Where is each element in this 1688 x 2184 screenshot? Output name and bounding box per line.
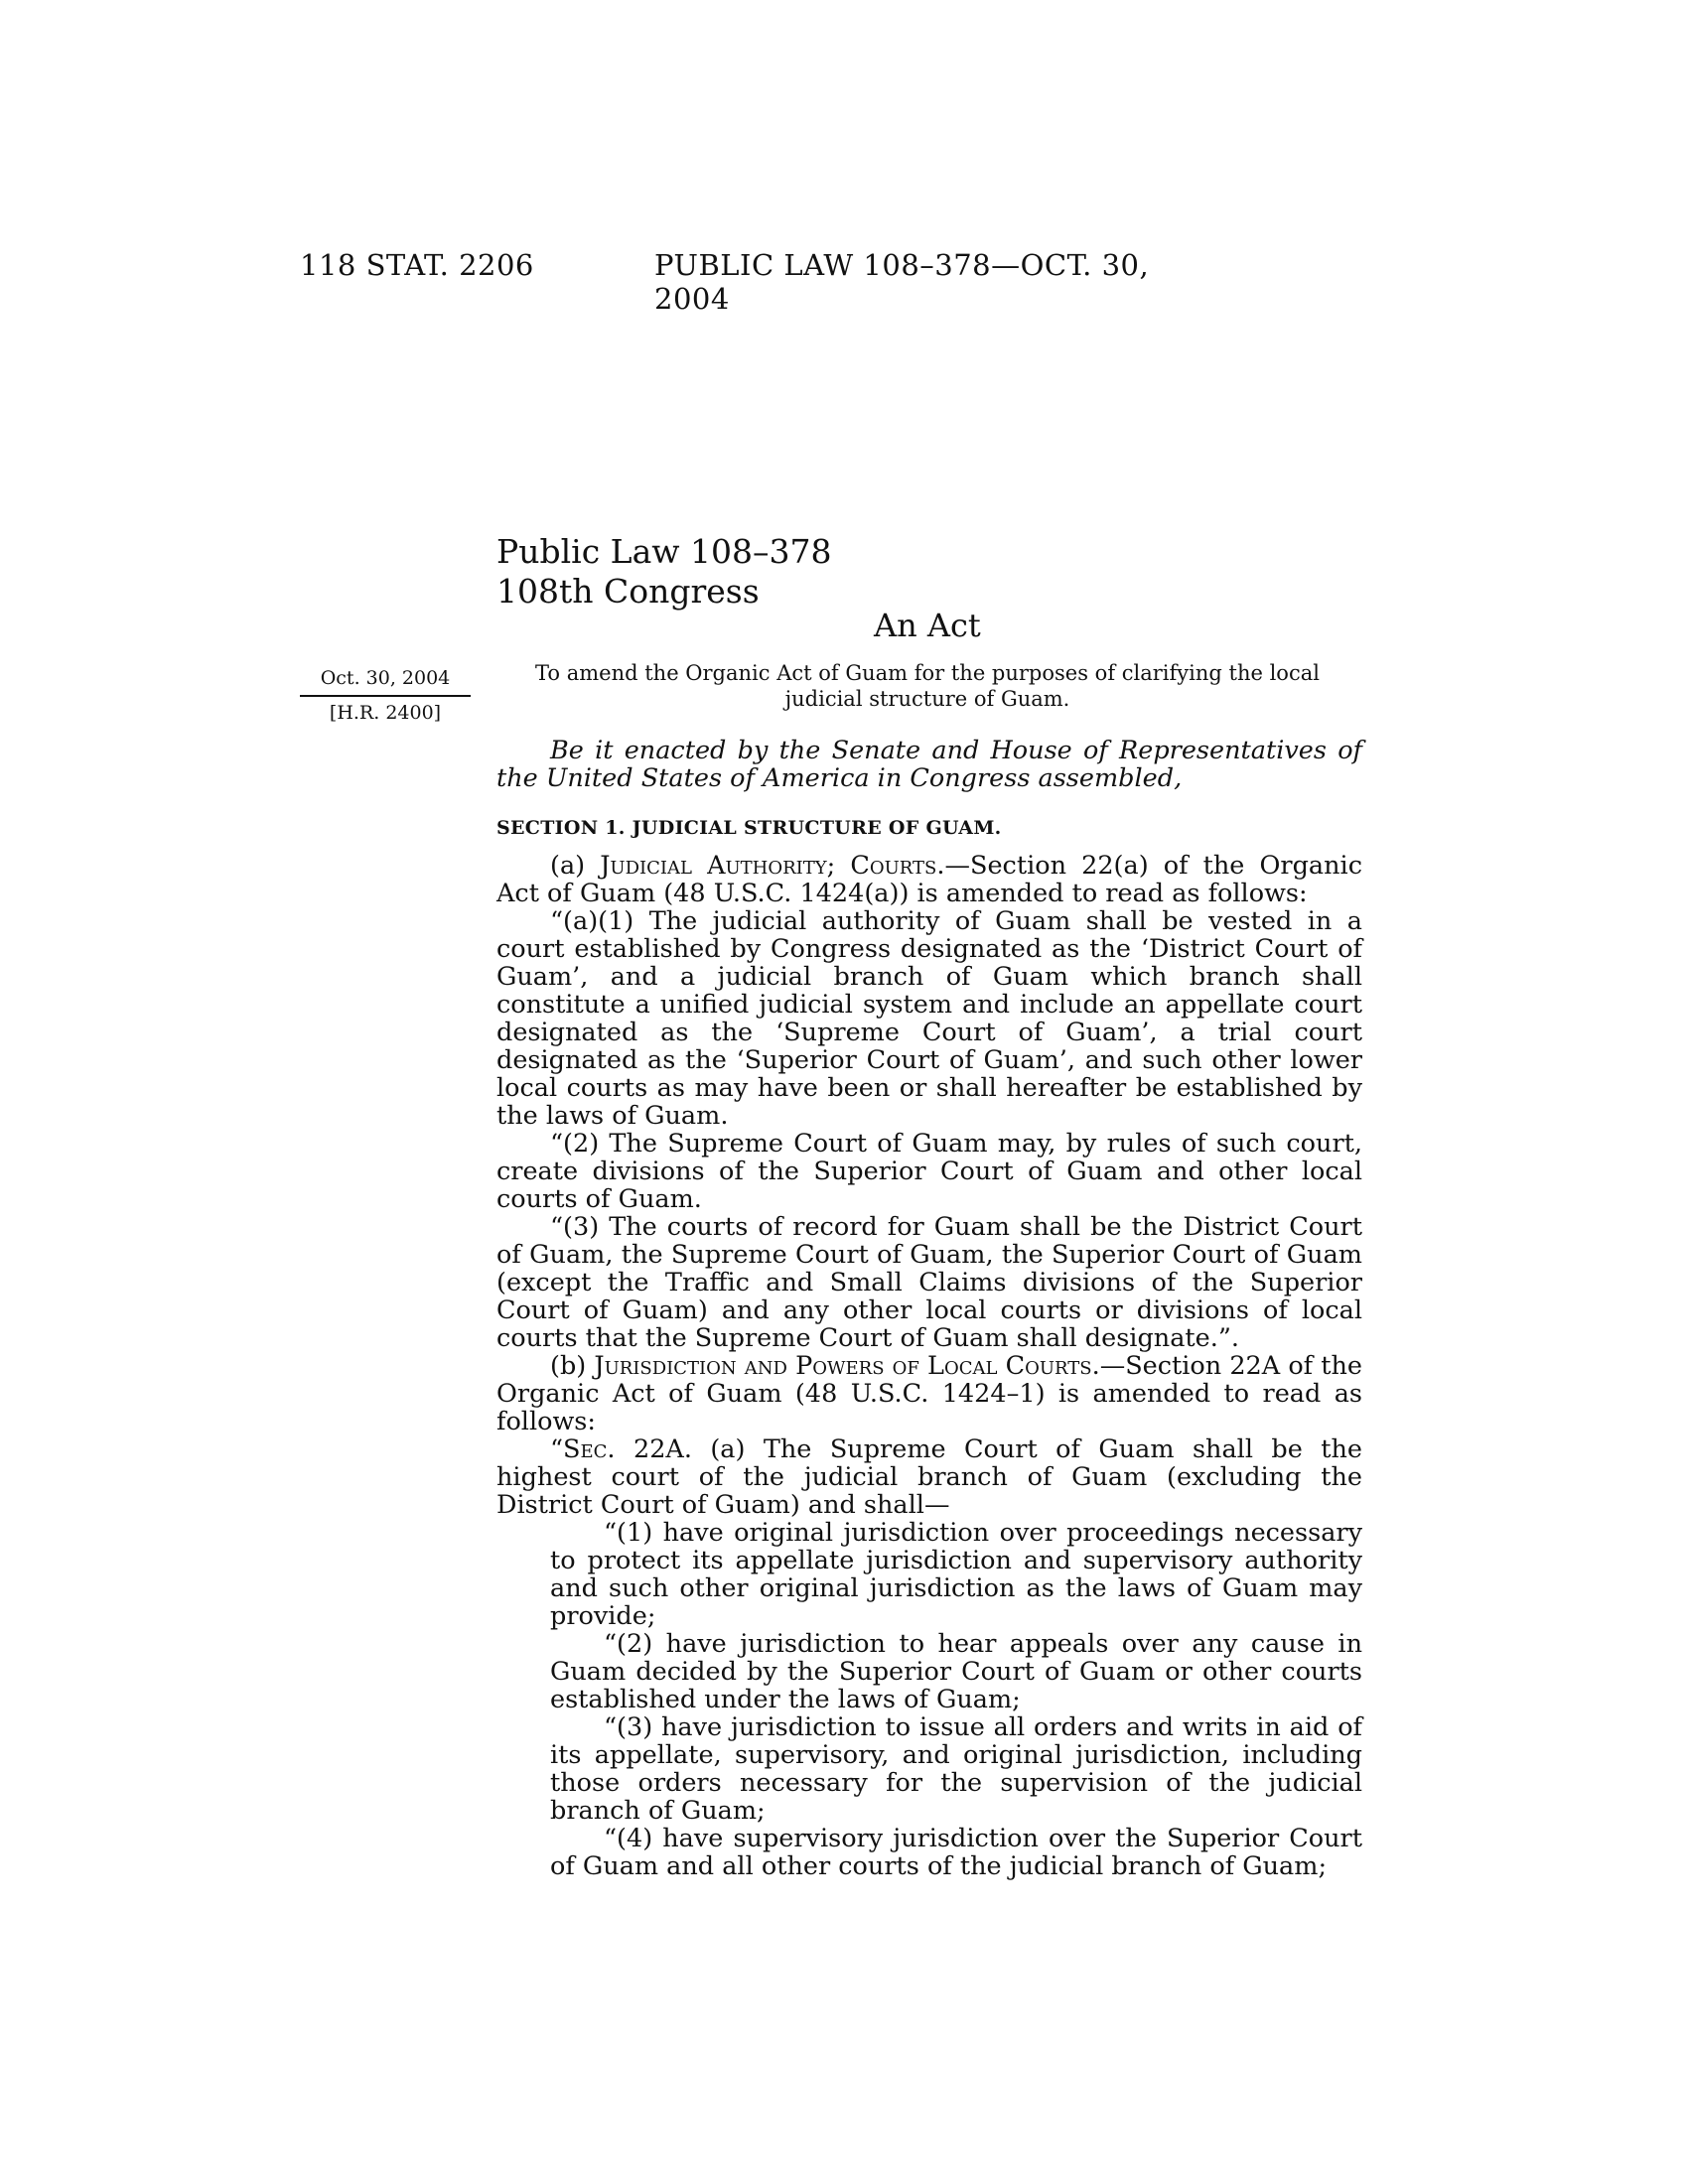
section-22a-text: 22A. (a) The Supreme Court of Guam shall be the highest court of the judicial branch of Guam (excluding the District Court of Guam) and shall— [496,1434,1362,1520]
statute-reference: 118 STAT. 2206 [300,248,534,282]
act-purpose: To amend the Organic Act of Guam for the purposes of clarifying the local judicial structure of Guam. [535,661,1320,711]
paragraph-a2: “(2) The Supreme Court of Guam may, by rules of such court, create divisions of the Superior Court of Guam and other local courts of Guam. [496,1129,1362,1214]
jurisdiction-item-1: “(1) have original jurisdiction over proceedings necessary to protect its appellate jurisdiction and supervisory authority and such other original jurisdiction as the laws of Guam may provide; [550,1518,1362,1631]
subsection-a-text: —Section 22(a) of the Organic Act of Guam (48 U.S.C. 1424(a)) is amended to read as follows: [496,851,1362,908]
subsection-a-caption: Judicial Authority; Courts. [600,851,945,881]
section-22a-open-quote: “ [550,1434,564,1464]
enacting-clause: Be it enacted by the Senate and House of Representatives of the United States of America in Congress assembled, [496,736,1362,793]
act-heading: An Act [874,607,981,644]
margin-note [300,662,471,729]
law-body [496,737,1362,1880]
section-heading: SECTION 1. JUDICIAL STRUCTURE OF GUAM. [496,817,1002,839]
public-law-number: Public Law 108–378 [496,532,832,571]
subsection-a [496,852,1362,907]
jurisdiction-item-4: “(4) have supervisory jurisdiction over the Superior Court of Guam and all other courts of the judicial branch of Guam; [550,1824,1362,1881]
subsection-b-caption: Jurisdiction and Powers of Local Courts. [594,1351,1100,1381]
subsection-b [496,1352,1362,1435]
paragraph-a3: “(3) The courts of record for Guam shall be the District Court of Guam, the Supreme Court of Guam, the Superior Court of Guam (except the Traffic and Small Claims divisions of the Superior Court of Guam) and any other local courts or divisions of local courts that the Supreme Court of Guam shall designate.”. [496,1212,1362,1353]
law-identification [496,532,831,612]
bill-number: [H.R. 2400] [329,702,442,724]
section-22a-label: Sec. [563,1434,616,1464]
subsection-a-label: (a) [550,851,601,881]
running-header [300,248,1213,316]
section-22a-intro [496,1435,1362,1519]
jurisdiction-item-2: “(2) have jurisdiction to hear appeals over any cause in Guam decided by the Superior Court of Guam or other courts established under the laws of Guam; [550,1629,1362,1714]
public-law-date: PUBLIC LAW 108–378—OCT. 30, 2004 [654,248,1150,316]
congress-number: 108th Congress [496,572,760,611]
subsection-b-text: —Section 22A of the Organic Act of Guam (48 U.S.C. 1424–1) is amended to read as follows: [496,1351,1362,1436]
subsection-b-label: (b) [550,1351,595,1381]
jurisdiction-item-3: “(3) have jurisdiction to issue all orders and writs in aid of its appellate, supervisory, and original jurisdiction, including those orders necessary for the supervision of the judicial branch of Guam; [550,1712,1362,1826]
enactment-date: Oct. 30, 2004 [300,662,471,697]
paragraph-a1: “(a)(1) The judicial authority of Guam shall be vested in a court established by Congress designated as the ‘District Court of Guam’, and a judicial branch of Guam which branch shall constitute a unified judicial system and include an appellate court designated as the ‘Supreme Court of Guam’, a trial court designated as the ‘Superior Court of Guam’, and such other lower local courts as may have been or shall hereafter be established by the laws of Guam. [496,906,1362,1131]
